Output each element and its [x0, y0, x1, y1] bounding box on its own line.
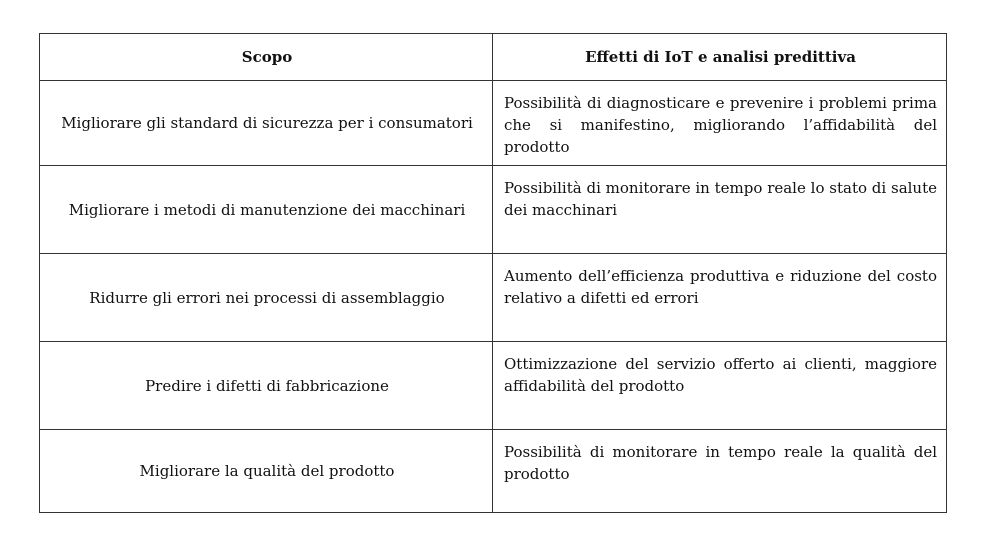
- header-effects: Effetti di IoT e analisi predittiva: [493, 34, 947, 81]
- scope-cell: Migliorare gli standard di sicurezza per i consumatori: [40, 81, 493, 166]
- iot-effects-table-container: [39, 33, 946, 513]
- table-header-row: [40, 34, 947, 81]
- effect-cell: Aumento dell’efficienza produttiva e riduzione del costo relativo a difetti ed errori: [493, 254, 947, 342]
- effect-cell: Possibilità di diagnosticare e prevenire i problemi prima che si manifestino, migliorando l’affidabilità del prodotto: [493, 81, 947, 166]
- table-row: [40, 81, 947, 166]
- table-row: [40, 342, 947, 430]
- table-row: [40, 430, 947, 513]
- effect-cell: Possibilità di monitorare in tempo reale lo stato di salute dei macchinari: [493, 166, 947, 254]
- table-row: [40, 166, 947, 254]
- effect-cell: Possibilità di monitorare in tempo reale la qualità del prodotto: [493, 430, 947, 513]
- iot-effects-table: [39, 33, 947, 513]
- scope-cell: Migliorare i metodi di manutenzione dei macchinari: [40, 166, 493, 254]
- scope-cell: Predire i difetti di fabbricazione: [40, 342, 493, 430]
- scope-cell: Migliorare la qualità del prodotto: [40, 430, 493, 513]
- scope-cell: Ridurre gli errori nei processi di assemblaggio: [40, 254, 493, 342]
- header-scope: Scopo: [40, 34, 493, 81]
- effect-cell: Ottimizzazione del servizio offerto ai clienti, maggiore affidabilità del prodotto: [493, 342, 947, 430]
- table-row: [40, 254, 947, 342]
